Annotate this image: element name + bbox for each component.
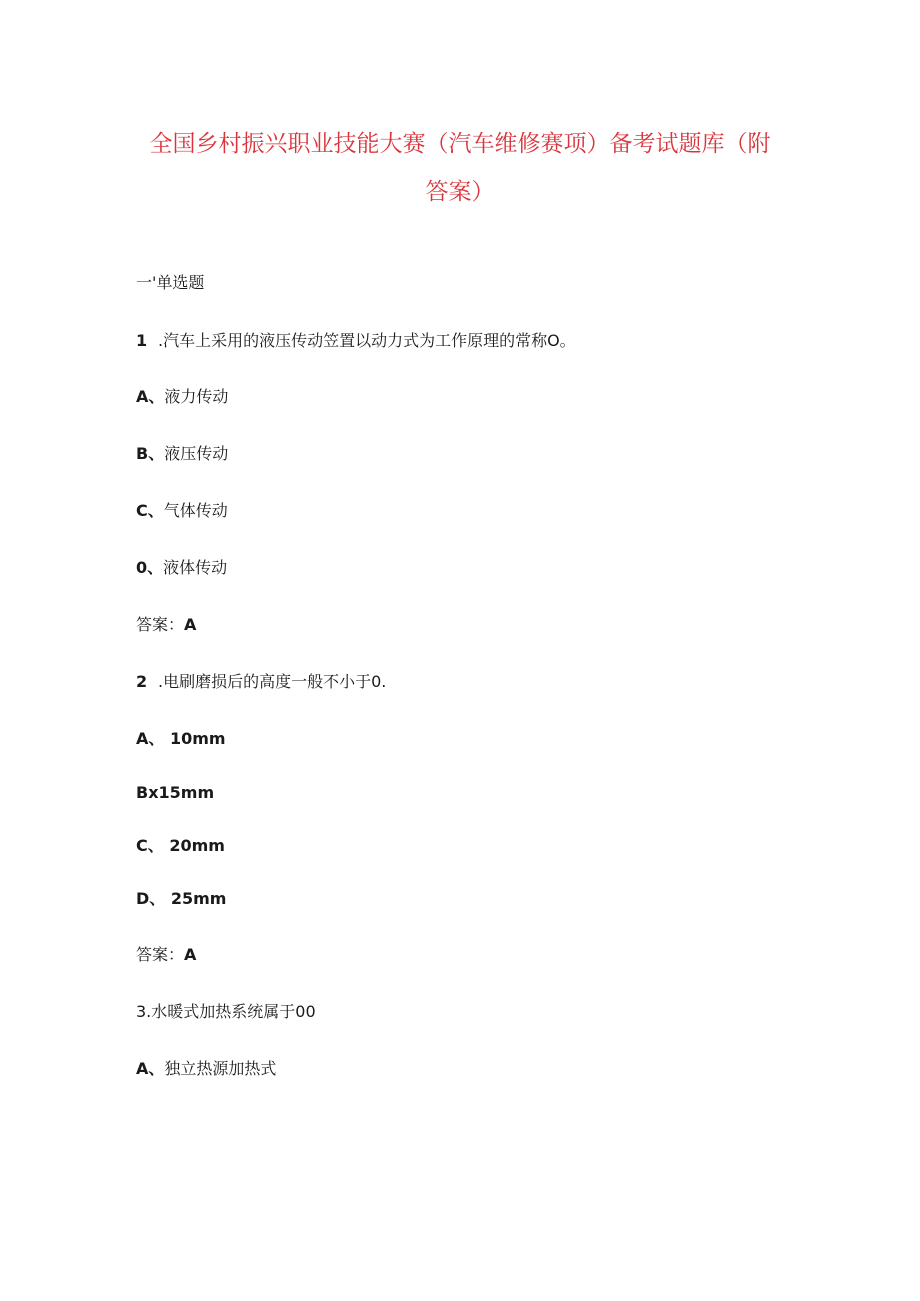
document-title-line-2: 答案） bbox=[425, 179, 495, 205]
question-1-option-a bbox=[136, 386, 228, 408]
question-1-text: .汽车上采用的液压传动笠置以动力式为工作原理的常称O。 bbox=[158, 331, 576, 350]
section-heading: 一'单选题 bbox=[136, 273, 205, 292]
option-label: A、 bbox=[136, 387, 165, 406]
question-3: 3.水暖式加热系统属于00 bbox=[136, 1002, 316, 1021]
question-1-option-c bbox=[136, 500, 228, 522]
question-2-answer bbox=[136, 944, 196, 966]
option-label: 0、 bbox=[136, 558, 164, 577]
answer-label: 答案： bbox=[136, 615, 185, 634]
answer-value: A bbox=[184, 615, 197, 634]
question-3-option-a bbox=[136, 1058, 276, 1080]
question-2-option-d: D、 25mm bbox=[136, 889, 227, 908]
question-1-answer bbox=[136, 614, 196, 636]
question-1-number: 1 bbox=[136, 331, 148, 350]
option-text: 气体传动 bbox=[163, 501, 228, 520]
option-label: B、 bbox=[136, 444, 165, 463]
answer-value: A bbox=[184, 945, 197, 964]
option-text: 独立热源加热式 bbox=[164, 1059, 277, 1078]
question-2-option-b: Bx15mm bbox=[136, 783, 215, 802]
option-label: C、 bbox=[136, 501, 164, 520]
answer-label: 答案： bbox=[136, 945, 185, 964]
option-text: 液体传动 bbox=[163, 558, 228, 577]
document-title-line-1: 全国乡村振兴职业技能大赛（汽车维修赛项）备考试题库（附 bbox=[149, 131, 771, 157]
option-label: A、 bbox=[136, 1059, 165, 1078]
question-2-option-c: C、 20mm bbox=[136, 836, 225, 855]
question-2 bbox=[136, 671, 386, 693]
question-1 bbox=[136, 330, 576, 352]
question-2-text: .电刷磨损后的高度一般不小于0. bbox=[158, 672, 387, 691]
question-1-option-b bbox=[136, 443, 228, 465]
question-2-option-a: A、 10mm bbox=[136, 729, 226, 748]
option-text: 液力传动 bbox=[164, 387, 229, 406]
question-2-number: 2 bbox=[136, 672, 148, 691]
question-1-option-d bbox=[136, 557, 227, 579]
option-text: 液压传动 bbox=[164, 444, 229, 463]
